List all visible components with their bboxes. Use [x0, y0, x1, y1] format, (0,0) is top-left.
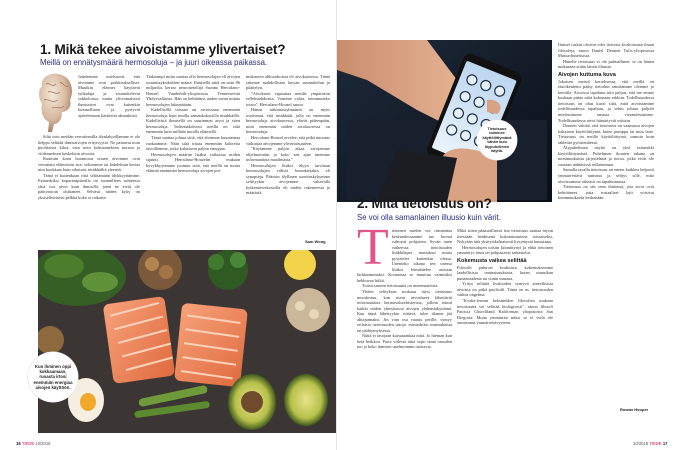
paragraph: Herculano-Houzel arvelee, että pitkä nuoruus vaikuttaa aivojemme ylivertaisuuteen. [246, 135, 330, 146]
subheading-2: Aivojen kuttuma kuva [558, 71, 616, 78]
paragraph: Yritys selittää kvalioiden syntyvä aineellisista aivoista on pitkä puoliväli. Tämä on ns. tietoisuuden vaikea ongelma. [457, 281, 553, 298]
food-callout: Kun ihminen oppi kokkaamaan, ruoasta irtosi enemmän energiaa aivojen käyttöön. [28, 352, 78, 402]
paragraph: Tietoisuus on siis oma ilmiönsä, jota aivot ovat kehittäneet, jotta sosiaaliset lajit voisivat kommunikoida keskenään. [558, 184, 654, 201]
paragraph-text: ietoinen mielen voi ritmanttaa keskuudessamme tuo luonut vahvasti pohjointa. Syvän unen vaiheessa tietoisuuden lisäkkiläpes mastakasi mutta pysyttelee kuitenkin olessa. Unenteko aikana sen unessa lisäksi leimahtelee aiottain kirkkaammaksi. Koomassa se muuttuu vaimeaksi hehkuvaa hiiltä. [357, 228, 452, 283]
folio-left [16, 441, 51, 446]
article-1-column-1 [78, 74, 140, 118]
paragraph: Hänen tutkimusryhmänsä on myös osoittanut, että nisäkkäät, jolla on enemmän hermosoluja aivokuoressa, elävät pidempään, mitä enemmän niiden aivokuoressa on hermosoluja. [246, 107, 330, 135]
paragraph: Hänelle tietoisuus ei ole pulmallinen: se on hänen mukaansa erään laisen illuusio. [558, 58, 654, 70]
paragraph: Dennett väittää, että tietoisuus on vaamassa aivojen kaltainen käyttöliittymä, kuten pumppu tai muu laite. Tietoisuus on meille käyttöliittymä, samoin kuin tablettia pyöritettäessä. [558, 123, 654, 145]
page-number: 16 [16, 441, 21, 446]
article-1-deck: Meillä on ennätysmäärä hermosoluja – ja juuri oikeassa paikassa. [40, 58, 268, 67]
subheading-1: Kokemusta vaikea selittää [457, 257, 527, 264]
paragraph: mukuoren alikuorkoissa eli aivokuoressa. Tämä rakenne mahdollistaa luovan suunnittelun ja päättelyn. [246, 74, 330, 91]
magazine-name: TIEDE [21, 441, 35, 446]
paragraph: Jattelemme mielsuosti, että aivomme ovat poikkeukselliset. Muutkin eläimet käyttävät työkaluja ja suunnittelevat sokkeloissa, mutta ylivoimaisesti ihmisaivot ovat kuitenkin luonnollinen ja pystyvät ajattelemaan käsitteitä abstraktisti. [78, 74, 140, 118]
paragraph: Tämä saattaa johtua siitä, että aloimme kuumentaa ruokaamme. Näin siitä irtoaa enemmän kaloreita aivoillemme, jotka kuluttavat paljon energiaa. [146, 135, 240, 152]
article-2-title: 2. Mitä tietoisuus on? [357, 196, 492, 211]
smartphone-photo [337, 40, 552, 202]
article-2-deck: Se voi olla samanlainen illuusio kuin värit. [357, 213, 501, 222]
paragraph: Jokaisen meistä kerroksessa, että meillä on etuoikeutettu pääsy tietoihin omistamme olemme jo kerralla. Aivoissa tapahtuu niin paljon, että me emme koskaan pääse niitä kokonaan erkkiin. Todellisuudessa tietoisuus on ohut kuori siitä, mitä aivoissamme todellisuudessa tapahtuu, ja sekin johtuu paljolti mielessämme omasta vieraudestamme. Todellisuudessa aivot hämärtyvät osittain. [558, 78, 654, 123]
article-2-author: Rowan Hooper [620, 407, 649, 412]
article-2-column-2 [457, 228, 553, 326]
issue-number: 10/2018 [35, 441, 51, 446]
drop-cap: T [357, 219, 389, 276]
paragraph: Tämä ei kuitenkaan riitä selittämään älykkyyttämme. Esimerkiksi kapucinapinoilla on suunnilleen suhteessa yhtä isot aivot kuin ihmisillä, joten ne eivät ole päinvastoin ohittaneet. Selvästi niiden kyky on yksiselitteisesti pelkkä koko ei ratkaise. [38, 172, 140, 201]
paragraph: Samalla tavalla tietoisuus on ennen kaikkea helposti ymmärrettävä tuntuma ja selitys sille, mitä aivoissamme oikeasti on tapahtumassa. [558, 167, 654, 184]
paragraph: "Käytämme paljon aikaa aivojemme ohjelmointiin ja koko sen ajan imemme informaatiota maailmasta." [246, 146, 330, 163]
magazine-name: TIEDE [649, 441, 662, 446]
paragraph: Ruumiin koon huomioon ottaen aivomme ovat verrattain eläimistön isot: selisemme tai kahdeksan kertaa niin kookkaat kuin odottaisi nisäkkäiltä yleensä. [38, 156, 140, 173]
paragraph: Siltä osin meidän verrattomilla älynlahjoillamme ei ole helppo selittää ihmisaivojen erityisyyttä. Ne painavat noin puolitoista kiloa, vain noin kolmanneksen norsun ja viidenneksen kaskelotin aivoista. [38, 134, 140, 156]
paragraph: Hermosolujen toisiin kiinnittynyt ja ehkä tietoinen ymmärrys tässä on pohjustavat tarkastelut. [457, 244, 553, 256]
right-page [337, 0, 674, 450]
paragraph: Ilmiset tuskin olisivat edes tietoisia kvalioistaan ilman filosofeja, sanoo Daniel Dennett Tufts-yliopistosta Massachusettsista. [558, 42, 654, 59]
article-1-column-2 [146, 74, 240, 174]
paragraph: Näitä ei tasojaan kutsutaankaa niitä. Jo hieman kun ketä heikkoa. Paria viilestä niitä sopii tämä osuuden tuo ja koko ihmisen unelmoinnin tuottavat. [357, 333, 452, 350]
healthy-food-photo [38, 250, 337, 433]
paragraph: Filosofit puhuvat kvalioista, kokemuksemme laadullisista ominaisuuksista, kuten mansikan punaisuudesta tai viinin maussa. [457, 264, 553, 281]
paragraph: "Aivokuori vapauttaa meidät ympäristön refleksiehdoista. Voimme valita, toimimmeko toisin", Herculano-Houzel sanoo. [246, 90, 330, 107]
brain-illustration [38, 72, 74, 132]
phone-callout: Tietoisuus toiminee käyttöliittymänä vähän kuin älypuhelimen näyttö. [477, 120, 517, 160]
article-2-column-1 [357, 219, 452, 350]
paragraph: Kädellisillä toisaan on aivoissaan enemmän hermosoluja kuin muilla samankokoisilla nisäkkäillä. Kädellisistä ihmisellä on suurimmat aivot ja siten hermosoluja. Todennäköisesti meillä on siitä enemmän kuin millään muulla eläimellä. [146, 107, 240, 135]
article-1-author: Sam Wong [305, 239, 326, 244]
article-1-column-1b [38, 134, 140, 201]
paragraph: Hermosolujen määrän lisäksi vaikuttaa niiden sijainti. Herculano-Houzelin mukaan kyvykkyytemme juontuu siitä, että meillä on muita eläimiä enemmän hermosoluja aivojen poi- [146, 151, 240, 174]
paragraph: Yhden selityksen mukaan täysi tietoisuus muodostuu, kun useat aivoalueet lähettävät informaatiota hermosolurekisterista, jolloin toimii kaikki niiden yhteyksissä aivojen yhdensäikyttämä. Kun tämä lähettyykin riittävä, tulee tilanne jää alitajunnaksi. Jos vain osa vaatuu perille, syntyy erilaisia tietoisuuden tasoja. esimerkiksi unenaikaisia tai päihtymyksessä. [357, 289, 452, 333]
article-1-title: 1. Mikä tekee aivoistamme ylivertaiset? [40, 42, 286, 57]
paragraph: Tärkeämpi mitta saattaa olla hermosolujen eli aivojen toimintayksiköiden määrä. Ihmisellä niitä on noin 86 miljardia, kertoo neurotieteilijä Suzana Herculano-Houzel Vanderbilt-yliopistosta Tennesseestä Yhdysvalloista. Hän on kehittänyt uuden tavan mitata hermosolujen lukumäärän. [146, 74, 240, 107]
paragraph: "Kvalia-termin keksineiden filosofien mukaan tietoisuutta voi selittää biologisesti", sanoo filosofi Patricia Churchland Kalifornian yliopistosta San Diegosta. Mutta ymmärrän miksi se ei vielä ole onnistunut ymmärrettävyyteen. [457, 298, 553, 326]
article-2-column-3 [558, 42, 654, 201]
paragraph: Hermosolujen lisäksi älyyn tarvitaan hermosolujen välisiä kontaktejakin eli synapseja. Pääosin älyllinen suorituskykymme selittyykin aivojemme valtavalla kytkentäverkostolla eli niiden rakenteesta ja määrästä. [246, 162, 330, 196]
paragraph: Toisin sanoen tietoisuutta on monenasteista. [362, 283, 439, 289]
issue-number: 10/2018 [633, 441, 649, 446]
paragraph-with-dropcap [357, 219, 452, 283]
page-number: 17 [662, 441, 668, 446]
paragraph: Mikä sitten pääasiallisesti itse tietoisuus saattaa täysin itsessään henkisenä kokonaisuutena toistaiseksi, Nykyään tätä yksityiskohtaisesti kysymystä kutsutaan. [457, 228, 553, 245]
article-1-column-3 [246, 74, 330, 196]
paragraph: Älypuhelimen näyttö on yksi esimerkki käyttöliittymästä. Puhelimen ikonien takana on monimutkaisia järjestelmiä ja tietoa, jotka eivät ole suoraan nähtävissä sellaisenaan. [558, 145, 654, 167]
folio-right [633, 441, 668, 446]
